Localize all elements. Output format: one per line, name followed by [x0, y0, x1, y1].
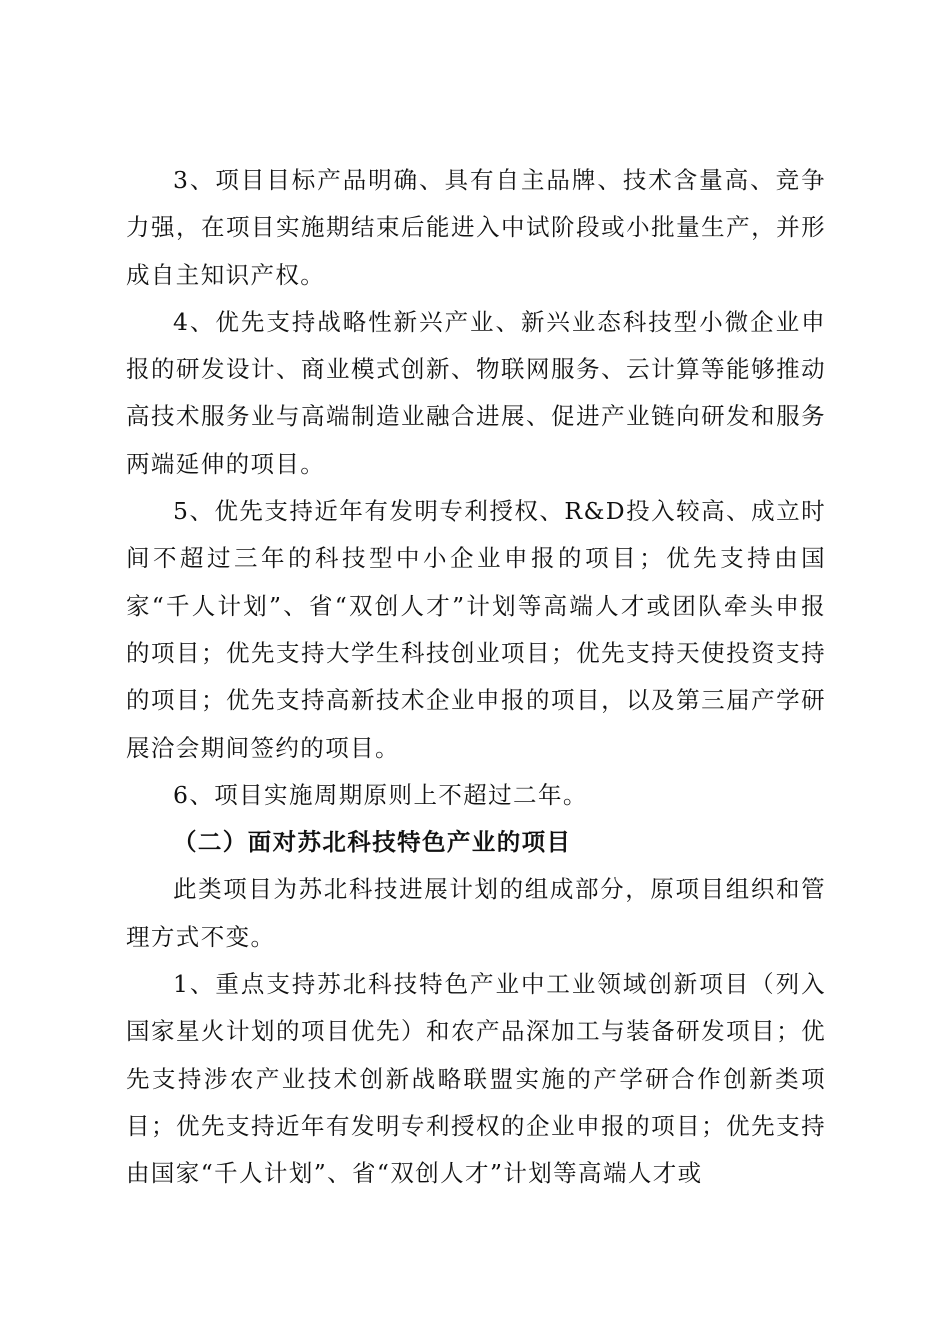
section-intro-paragraph: 此类项目为苏北科技进展计划的组成部分，原项目组织和管理方式不变。: [126, 875, 826, 951]
section-item-1: 1、重点支持苏北科技特色产业中工业领域创新项目（列入国家星火计划的项目优先）和农产品深加工与装备研发项目；优先支持涉农产业技术创新战略联盟实施的产学研合作创新类项目；优先支持近年有发明专利授权的企业申报的项目；优先支持由国家“千人计划”、省“双创人才”计划等高端人才或: [126, 970, 826, 1188]
document-body: [126, 157, 826, 1198]
section-heading: （二）面对苏北科技特色产业的项目: [173, 828, 572, 857]
paragraph-item-3: 3、项目目标产品明确、具有自主品牌、技术含量高、竞争力强，在项目实施期结束后能进入中试阶段或小批量生产，并形成自主知识产权。: [126, 166, 826, 289]
paragraph-item-5: 5、优先支持近年有发明专利授权、R&D投入较高、成立时间不超过三年的科技型中小企业申报的项目；优先支持由国家“千人计划”、省“双创人才”计划等高端人才或团队牵头申报的项目；优先支持大学生科技创业项目；优先支持天使投资支持的项目；优先支持高新技术企业申报的项目，以及第三届产学研展洽会期间签约的项目。: [126, 497, 826, 762]
paragraph-item-4: 4、优先支持战略性新兴产业、新兴业态科技型小微企业申报的研发设计、商业模式创新、物联网服务、云计算等能够推动高技术服务业与高端制造业融合进展、促进产业链向研发和服务两端延伸的项目。: [126, 307, 826, 478]
paragraph-item-6: 6、项目实施周期原则上不超过二年。: [173, 780, 588, 809]
